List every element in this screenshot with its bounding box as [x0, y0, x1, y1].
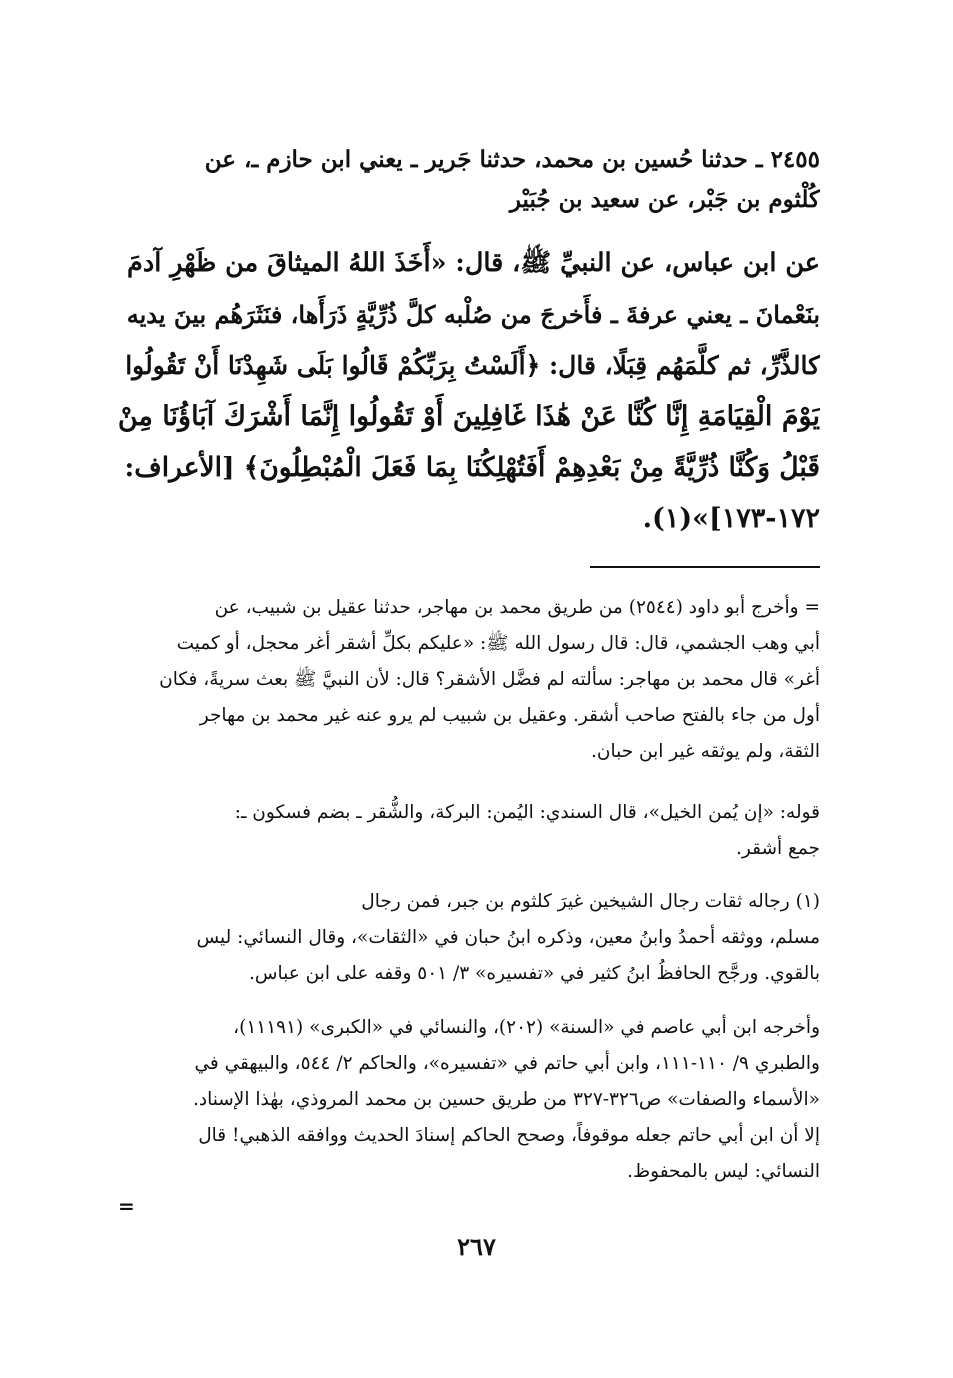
hadith-line: قَبْلُ وَكُنَّا ذُرِّيَّةً مِنْ بَعْدِهِمْ أَفَتُهْلِكُنَا بِمَا فَعَلَ الْمُبْطِلُونَ﴾ [الأعراف: — [124, 452, 820, 483]
hadith-line: عن ابن عباس، عن النبيِّ ﷺ، قال: «أَخَذَ اللهُ الميثاقَ من ظَهْرِ آدمَ — [127, 248, 820, 278]
hadith-matn — [118, 238, 820, 544]
footnote-line: = وأخرج أبو داود (٢٥٤٤) من طريق محمد بن مهاجر، حدثنا عقيل بن شبيب، عن — [214, 597, 820, 618]
footnote-gloss — [118, 795, 820, 867]
footnote-line: إلا أن ابن أبي حاتم جعله موقوفاً، وصحح الحاكم إسنادَ الحديث ووافقه الذهبي! قال — [198, 1125, 820, 1146]
footnote-line: الثقة، ولم يوثقه غير ابن حبان. — [591, 741, 820, 762]
footnote-line: (١) رجاله ثقات رجال الشيخين غيرَ كلثوم بن جبر، فمن رجال — [361, 891, 820, 912]
footnote-line: أول من جاء بالفتح صاحب أشقر. وعقيل بن شبيب لم يرو عنه غير محمد بن مهاجر — [199, 705, 820, 726]
footnote-continuation — [118, 590, 820, 770]
footnote-divider — [590, 566, 820, 568]
footnote-1 — [118, 884, 820, 992]
hadith-line: ٢٤٥٥ ـ حدثنا حُسين بن محمد، حدثنا جَرير ـ يعني ابن حازم ـ، عن — [204, 146, 820, 173]
hadith-line: ١٧٢-١٧٣]»(١). — [642, 503, 820, 534]
footnote-line: والطبري ٩/ ١١٠-١١١، وابن أبي حاتم في «تفسيره»، والحاكم ٢/ ٥٤٤، والبيهقي في — [194, 1053, 820, 1074]
hadith-isnad — [118, 140, 820, 220]
continuation-mark: = — [118, 1194, 135, 1218]
footnote-line: «الأسماء والصفات» ص٣٢٦-٣٢٧ من طريق حسين بن محمد المروذي، بهٰذا الإسناد. — [192, 1089, 820, 1110]
hadith-line: كُلْثوم بن جَبْر، عن سعيد بن جُبَيْر — [509, 186, 820, 213]
footnote-line: مسلم، ووثقه أحمدُ وابنُ معين، وذكره ابنُ حبان في «الثقات»، وقال النسائي: ليس — [196, 927, 820, 948]
footnote-line: جمع أشقر. — [736, 838, 820, 859]
footnote-line: النسائي: ليس بالمحفوظ. — [627, 1161, 820, 1182]
page-number: ٢٦٧ — [457, 1232, 496, 1261]
footnote-takhrij — [118, 1010, 820, 1190]
footnote-line: قوله: «إن يُمن الخيل»، قال السندي: اليُمن: البركة، والشُّقر ـ بضم فسكون ـ: — [234, 802, 820, 823]
footnote-line: وأخرجه ابن أبي عاصم في «السنة» (٢٠٢)، والنسائي في «الكبرى» (١١١٩١)، — [233, 1017, 820, 1038]
hadith-line: بنَعْمانَ ـ يعني عرفةَ ـ فأَخرجَ من صُلْبه كلَّ ذُرِّيَّةٍ ذَرَأَها، فنَثَرَهُم بينَ يديه — [126, 300, 820, 329]
footnote-line: أبي وهب الجشمي، قال: قال رسول الله ﷺ: «عليكم بكلِّ أشقر أغر محجل، أو كميت — [176, 633, 820, 654]
hadith-line: يَوْمَ الْقِيَامَةِ إِنَّا كُنَّا عَنْ هَٰذَا غَافِلِينَ أَوْ تَقُولُوا إِنَّمَا أَشْرَكَ آبَاؤُنَا مِنْ — [118, 401, 820, 432]
footnote-line: بالقوي. ورجَّح الحافظُ ابنُ كثير في «تفسيره» ٣/ ٥٠١ وقفه على ابن عباس. — [249, 963, 820, 984]
footnote-line: أغر» قال محمد بن مهاجر: سألته لم فضَّل الأشقر؟ قال: لأن النبيَّ ﷺ بعث سريةً، فكان — [159, 669, 820, 690]
hadith-line: كالذَّرِّ، ثم كلَّمَهُم قِبَلًا، قال: ﴿أَلَسْتُ بِرَبِّكُمْ قَالُوا بَلَى شَهِدْنَا أَنْ تَقُولُوا — [125, 351, 820, 380]
